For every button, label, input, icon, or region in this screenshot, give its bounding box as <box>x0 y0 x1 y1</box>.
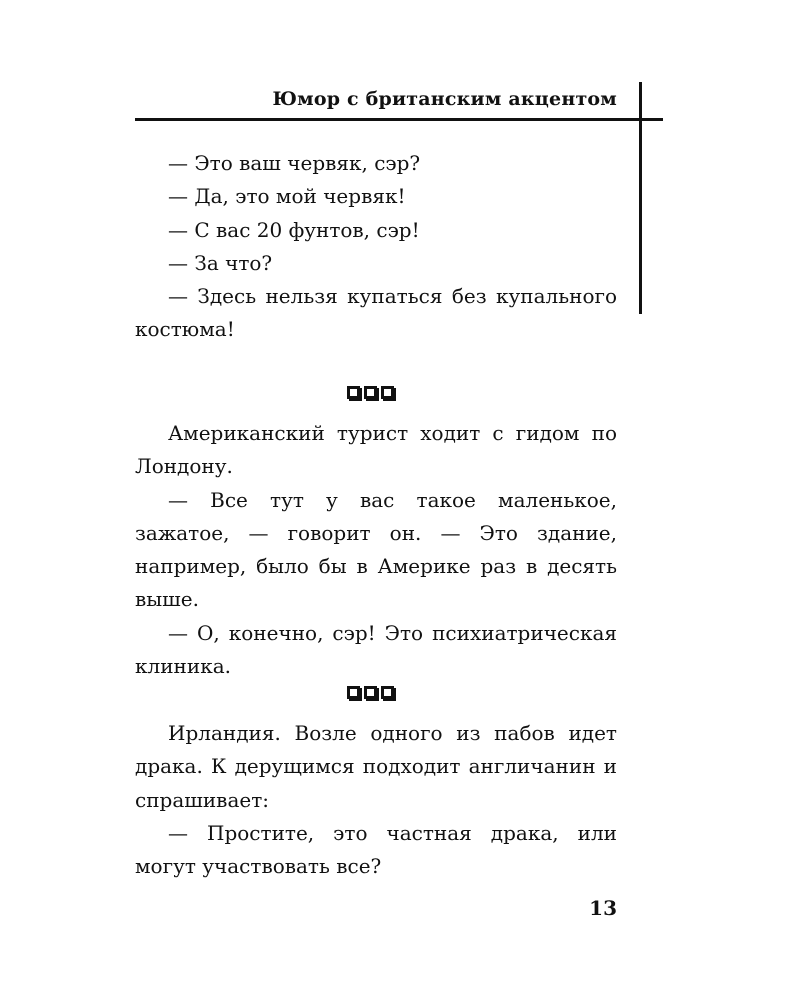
joke-paragraph: — За что? <box>168 250 273 275</box>
margin-rule <box>639 82 642 314</box>
joke-1 <box>135 147 617 347</box>
joke-paragraph: — О, конечно, сэр! Это психиатрическая клиника. <box>135 620 617 679</box>
joke-paragraph: Ирландия. Возле одного из пабов идет драка. К дерущимся подходит англичанин и спрашивает: <box>135 721 617 812</box>
section-separator <box>347 686 394 699</box>
joke-paragraph: — Все тут у вас такое маленькое, зажатое, — говорит он. — Это здание, например, было бы в Америке раз в десять выше. <box>135 487 617 612</box>
joke-paragraph: — С вас 20 фунтов, сэр! <box>168 217 420 242</box>
joke-paragraph: — Простите, это частная драка, или могут участвовать все? <box>135 820 617 879</box>
section-separator <box>347 386 394 399</box>
joke-3 <box>135 717 617 883</box>
separator-square-icon <box>364 686 377 699</box>
joke-paragraph: — Здесь нельзя купаться без купального костюма! <box>135 284 617 342</box>
separator-square-icon <box>347 686 360 699</box>
separator-square-icon <box>381 686 394 699</box>
separator-square-icon <box>381 386 394 399</box>
joke-2 <box>135 417 617 683</box>
joke-paragraph: Американский турист ходит с гидом по Лондону. <box>135 421 617 479</box>
joke-paragraph: — Это ваш червяк, сэр? <box>168 151 421 175</box>
running-header: Юмор с британским акцентом <box>272 88 617 110</box>
separator-square-icon <box>347 386 360 399</box>
page-number: 13 <box>589 896 617 920</box>
joke-paragraph: — Да, это мой червяк! <box>168 184 406 209</box>
separator-square-icon <box>364 386 377 399</box>
header-rule <box>135 118 663 121</box>
